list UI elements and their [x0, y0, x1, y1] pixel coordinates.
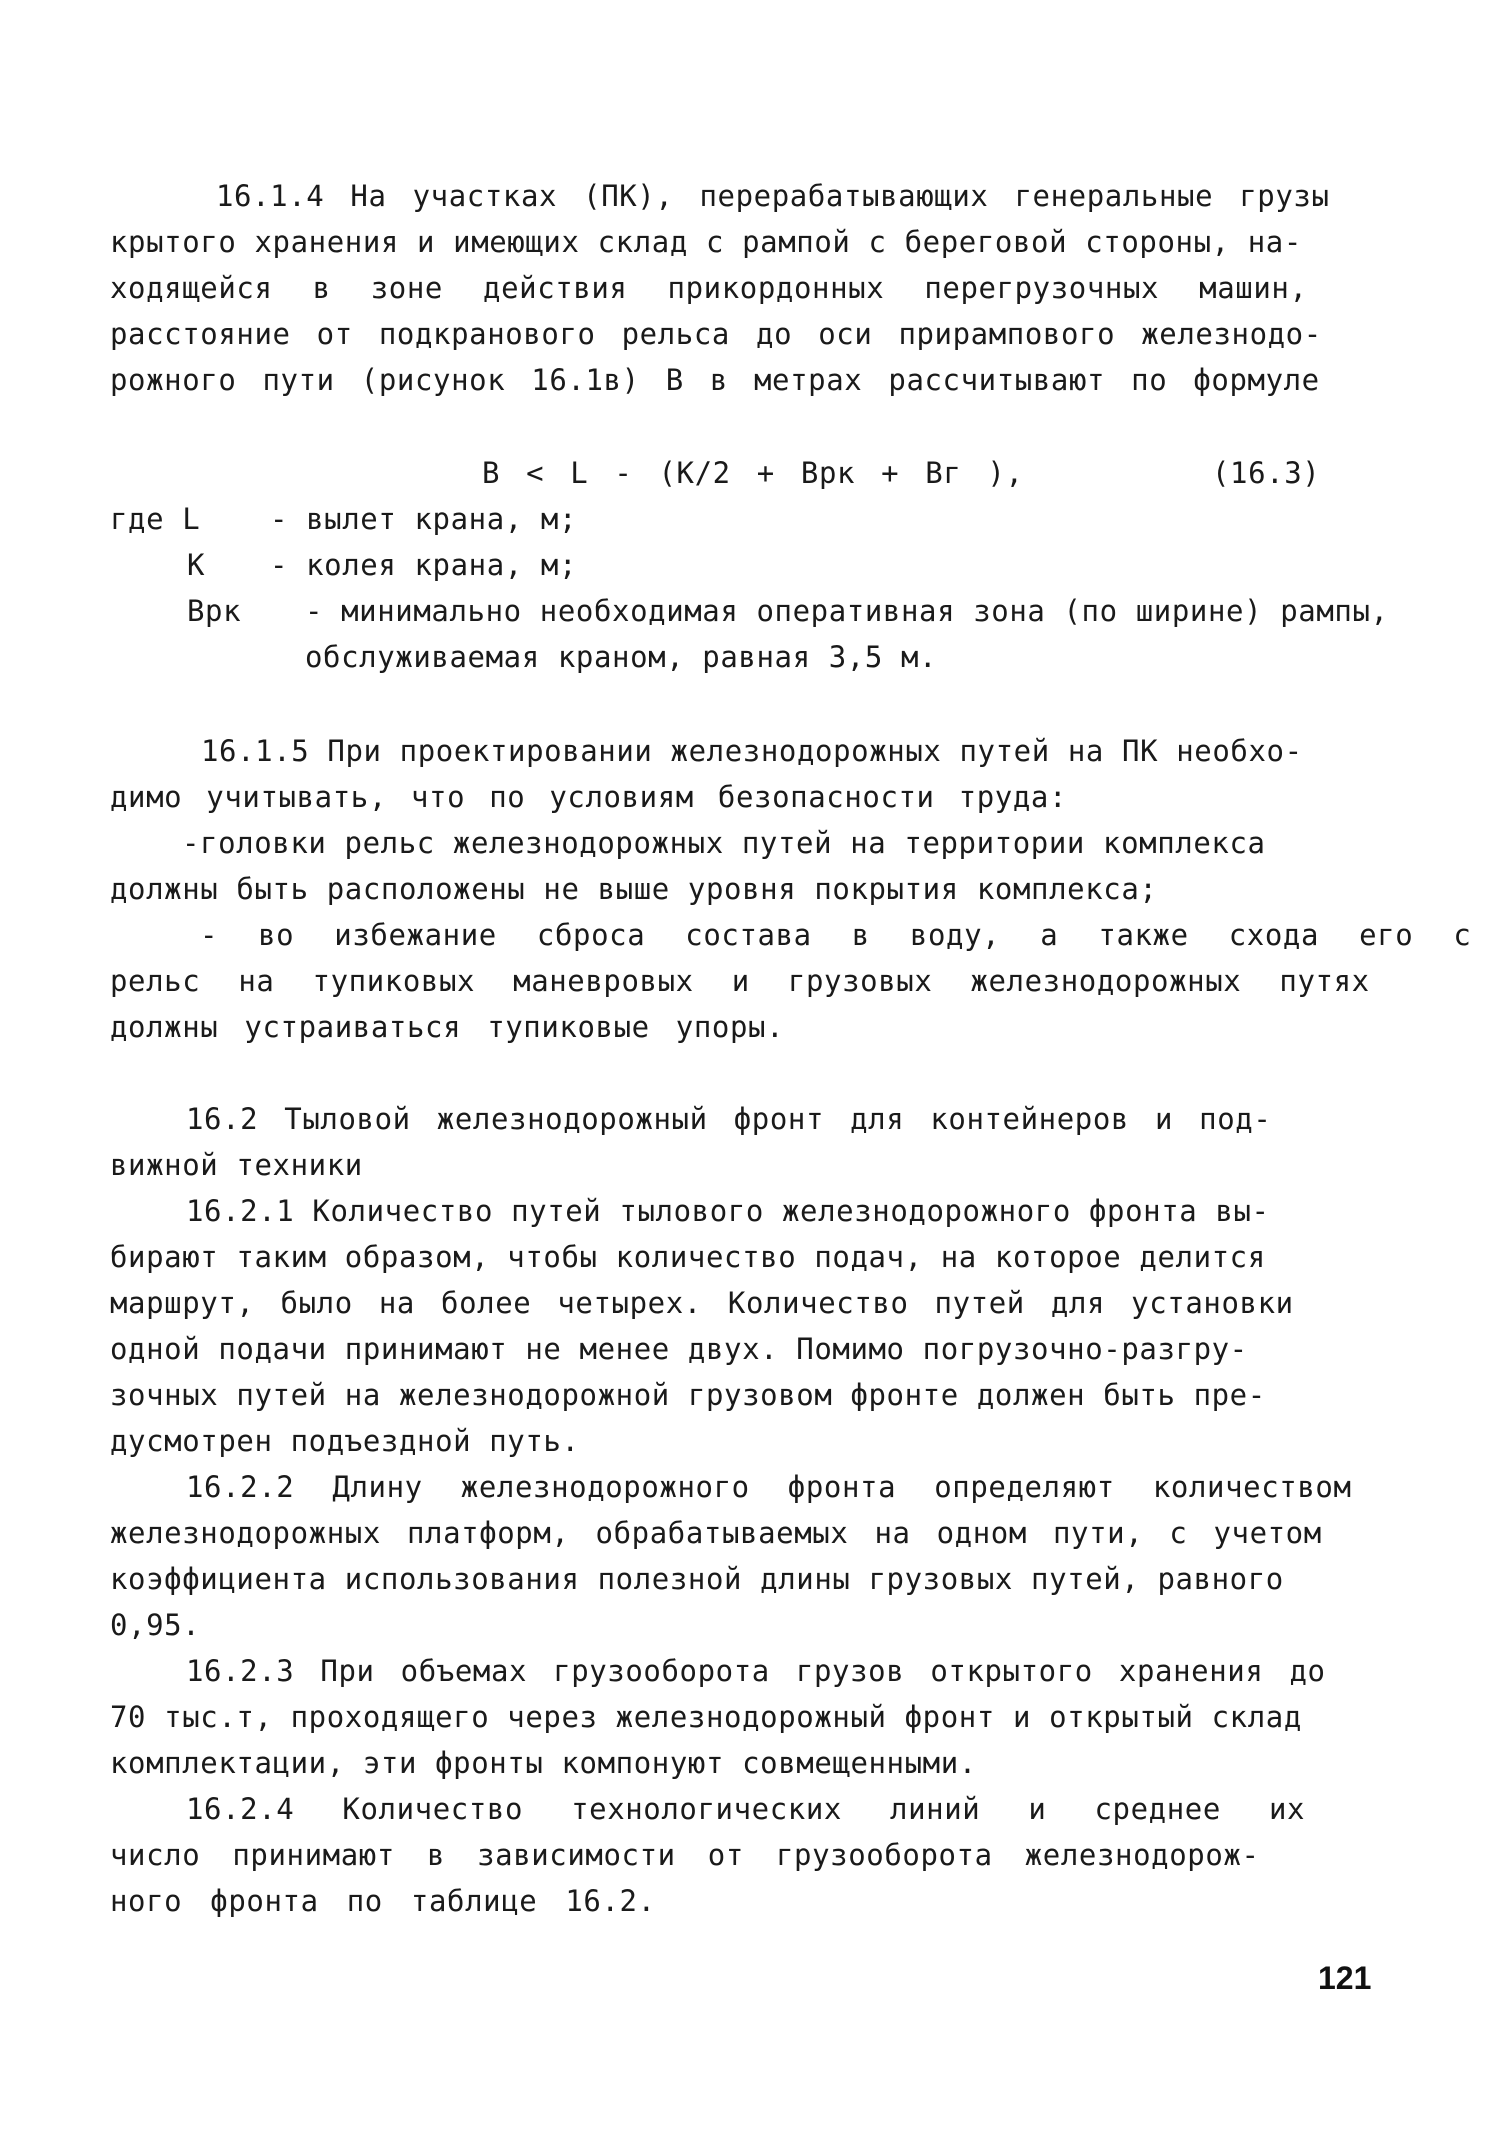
text-line: должны быть расположены не выше уровня покрытия комплекса; — [110, 872, 1158, 906]
text-line: ного фронта по таблице 16.2. — [110, 1884, 656, 1918]
text-line: бирают таким образом, чтобы количество подач, на которое делится — [110, 1240, 1266, 1274]
legend-symbol: К — [187, 548, 206, 582]
page-number: 121 — [1318, 1960, 1372, 1996]
legend-symbol: Врк — [187, 594, 242, 628]
text-line: одной подачи принимают не менее двух. Помимо погрузочно-разгру- — [110, 1332, 1248, 1366]
text-line: число принимают в зависимости от грузооборота железнодорож- — [110, 1838, 1260, 1872]
text-line: -головки рельс железнодорожных путей на территории комплекса — [182, 826, 1266, 860]
text-line: 16.1.4 На участках (ПК), перерабатывающих генеральные грузы — [216, 179, 1330, 213]
text-line: должны устраиваться тупиковые упоры. — [110, 1010, 785, 1044]
text-line: 16.1.5 При проектировании железнодорожных путей на ПК необхо- — [201, 734, 1303, 768]
section-heading-continued: вижной техники — [110, 1148, 363, 1182]
text-line: железнодорожных платформ, обрабатываемых на одном пути, с учетом — [110, 1516, 1322, 1550]
text-line: димо учитывать, что по условиям безопасности труда: — [110, 780, 1068, 814]
text-line: рожного пути (рисунок 16.1в) В в метрах рассчитывают по формуле — [110, 363, 1320, 397]
text-line: ходящейся в зоне действия прикордонных перегрузочных машин, — [110, 271, 1308, 305]
text-line: комплектации, эти фронты компонуют совмещенными. — [110, 1746, 977, 1780]
text-line: 16.2.1 Количество путей тылового железнодорожного фронта вы- — [186, 1194, 1270, 1228]
text-line: - во избежание сброса состава в воду, а также схода его с — [200, 918, 1472, 952]
text-line: 0,95. — [110, 1608, 201, 1642]
legend-description: - минимально необходимая оперативная зона (по ширине) рампы, — [305, 594, 1389, 628]
text-line: рельс на тупиковых маневровых и грузовых железнодорожных путях — [110, 964, 1370, 998]
formula-number: (16.3) — [1212, 456, 1321, 490]
text-line: крытого хранения и имеющих склад с рампой с береговой стороны, на- — [110, 225, 1302, 259]
legend-description: - колея крана, м; — [270, 548, 578, 582]
text-line: расстояние от подкранового рельса до оси прирампового железнодо- — [110, 317, 1322, 351]
text-line: маршрут, было на более четырех. Количество путей для установки — [110, 1286, 1294, 1320]
text-line: 16.2.3 При объемах грузооборота грузов открытого хранения до — [186, 1654, 1326, 1688]
text-line: зочных путей на железнодорожной грузовом фронте должен быть пре- — [110, 1378, 1266, 1412]
text-line: коэффициента использования полезной длины грузовых путей, равного — [110, 1562, 1284, 1596]
text-line: 16.2.4 Количество технологических линий и среднее их — [186, 1792, 1306, 1826]
text-line: 70 тыс.т, проходящего через железнодорожный фронт и открытый склад — [110, 1700, 1302, 1734]
section-heading: 16.2 Тыловой железнодорожный фронт для контейнеров и под- — [186, 1102, 1272, 1136]
legend-symbol: где L — [110, 502, 201, 536]
text-line: дусмотрен подъездной путь. — [110, 1424, 580, 1458]
legend-description-continued: обслуживаемая краном, равная 3,5 м. — [305, 640, 938, 674]
legend-description: - вылет крана, м; — [270, 502, 578, 536]
formula: В < L - (К/2 + Врк + Вг ), — [482, 456, 1024, 490]
text-line: 16.2.2 Длину железнодорожного фронта определяют количеством — [186, 1470, 1352, 1504]
